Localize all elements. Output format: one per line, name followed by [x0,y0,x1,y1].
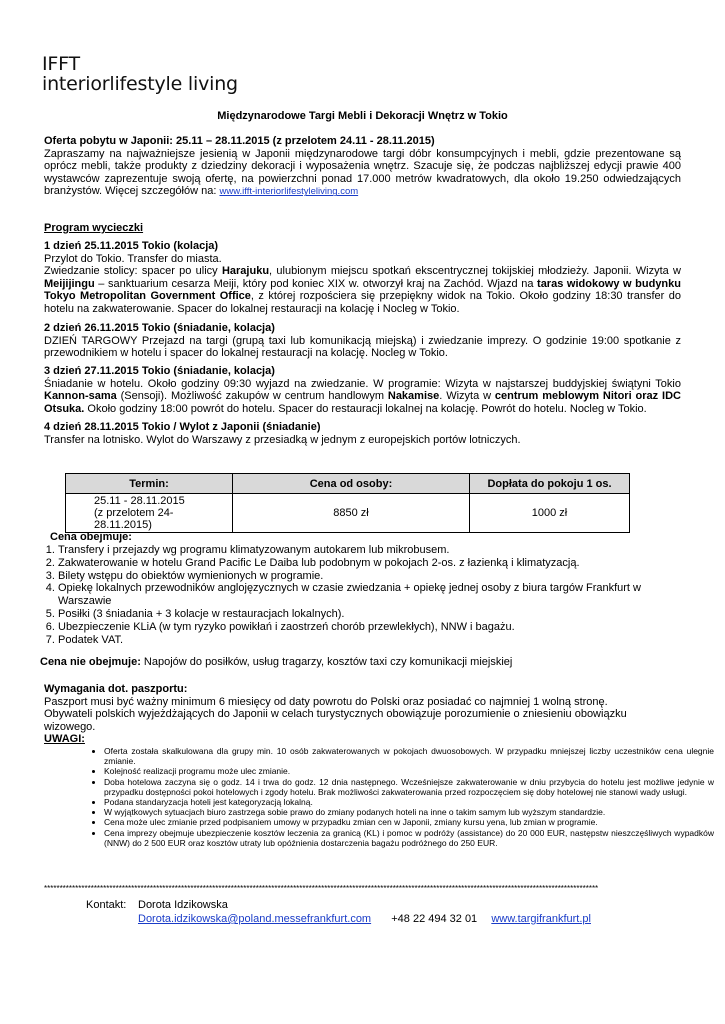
list-item: 1. Transfery i przejazdy wg programu klimatyzowanym autokarem lub mikrobusem. [58,544,698,557]
list-item: 6. Ubezpieczenie KLiA (w tym ryzyko powikłań i zaostrzeń chorób przewlekłych), NNW i bagażu. [58,621,698,634]
offer-heading: Oferta pobytu w Japonii: 25.11 – 28.11.2015 (z przelotem 24.11 - 28.11.2015) [44,135,435,147]
day-2-section [44,322,681,360]
passport-section [44,683,681,733]
price-table [65,473,630,533]
day-1-arrival: Przylot do Tokio. Transfer do miasta. [44,252,222,265]
price-header-term: Termin: [66,474,233,494]
logo-line-2: interiorlifestyle living [42,73,238,95]
list-item: • Cena imprezy obejmuje ubezpieczenie kosztów leczenia za granicą (KL) i pomoc w podróży (assistance) do 20 000 EUR, następstw nieszczęśliwych wypadków (NNW) do 2 500 EUR oraz kosztów utraty lub opóźnienia dostarczenia bagażu podróżnego do 250 EUR. [104,828,714,848]
day-3-heading: 3 dzień 27.11.2015 Tokio (śniadanie, kolacja) [44,365,275,377]
supplement-value-cell: 1000 zł [470,494,630,533]
contact-section [86,898,591,926]
day-1-bold-3: taras widokowy w budynku Tokyo Metropolitan Government Office [44,277,681,303]
includes-list [44,544,698,646]
day-1-section [44,240,681,316]
day-3-text-3: . Wizyta w [439,390,495,403]
day-4-description: Transfer na lotnisko. Wylot do Warszawy z przesiadką w jednym z europejskich portów lotniczych. [44,433,521,446]
list-item: • Cena może ulec zmianie przed podpisaniem umowy w przypadku zmian cen w Japonii, zmiany kursu yena, lub zmian w programie. [104,817,714,827]
price-header-supplement: Dopłata do pokoju 1 os. [470,474,630,494]
excludes-text: Napojów do posiłków, usług tragarzy, kosztów taxi czy komunikacji miejskiej [140,656,513,668]
document-title: Międzynarodowe Targi Mebli i Dekoracji Wnętrz w Tokio [217,110,508,122]
day-3-description [44,378,681,416]
contact-name: Dorota Idzikowska [138,899,228,911]
offer-section [44,135,681,199]
list-item: • Kolejność realizacji programu może ulec zmianie. [104,766,714,776]
list-item: 5. Posiłki (3 śniadania + 3 kolacje w restauracjach lokalnych). [58,608,698,621]
contact-label: Kontakt: [86,899,127,911]
list-item: • W wyjątkowych sytuacjach biuro zastrzega sobie prawo do zmiany podanych hoteli na inne o takim samym lub wyższym standardzie. [104,807,714,817]
passport-validity: Paszport musi być ważny minimum 6 miesięcy od daty powrotu do Polski oraz posiadać co najmniej 1 wolną stronę. [44,695,608,708]
program-heading: Program wycieczki [44,222,144,234]
day-3-text-4: Około godziny 18:00 powrót do hotelu. Spacer do restauracji lokalnej na kolację. Powrót do hotelu. Nocleg w Tokio. [84,402,647,415]
includes-heading: Cena obejmuje: [50,531,132,543]
day-1-text-1: Zwiedzanie stolicy: spacer po ulicy [44,265,222,278]
price-header-price: Cena od osoby: [233,474,470,494]
day-1-bold-2: Meijijingu [44,277,95,290]
day-3-text-1: Śniadanie w hotelu. Około godziny 09:30 wyjazd na zwiedzanie. W programie: Wizyta w najstarszej buddyjskiej świątyni Tokio [44,377,681,390]
list-item: 4. Opiekę lokalnych przewodników anglojęzycznych w czasie zwiedzania + opiekę jednej osoby z biura targów Frankfurt w Warszawie [58,582,698,608]
day-1-text-2: , ulubionym miejscu spotkań ekscentrycznej tokijskiej młodzieży. Japonii. Wizyta w [269,265,681,278]
passport-heading: Wymagania dot. paszportu: [44,683,188,695]
contact-phone: +48 22 494 32 01 [391,913,478,925]
contact-email-link[interactable]: Dorota.idzikowska@poland.messefrankfurt.com [138,913,372,925]
day-1-text-4: , z której rozpościera się przepiękny widok na Tokio. Około godziny 18:30 transfer do hotelu na zakwaterowanie. Spacer do lokalnej restauracji na kolację i Nocleg w Tokio. [44,290,681,315]
day-1-heading: 1 dzień 25.11.2015 Tokio (kolacja) [44,240,219,252]
price-value-cell: 8850 zł [233,494,470,533]
notes-heading: UWAGI: [44,733,85,745]
passport-visa: Obywateli polskich wyjeżdżających do Japonii w celach turystycznych obowiązuje porozumienie o zniesieniu obowiązku wizowego. [44,708,627,733]
day-1-description [44,265,681,315]
list-item: • Doba hotelowa zaczyna się o godz. 14 i trwa do godz. 12 dnia następnego. Wcześniejsze zakwaterowanie w dniu przybycia do hotelu jest możliwe jedynie w przypadku dostępności pokoi hotelowych i zgody hotelu. Brak możliwości zakwaterowania przed rozpoczęciem się doby hotelowej nie stanowi wady usługi. [104,777,714,797]
day-3-section [44,365,681,415]
list-item: 3. Bilety wstępu do obiektów wymienionych w programie. [58,570,698,583]
term-flight-dates: (z przelotem 24-28.11.2015) [94,507,174,531]
day-4-section [44,421,681,446]
day-4-heading: 4 dzień 28.11.2015 Tokio / Wylot z Japonii (śniadanie) [44,421,321,433]
day-1-text-3: – sanktuarium cesarza Meiji, który pod koniec XIX w. otworzył kraj na Zachód. Wjazd na [94,277,538,290]
offer-text [44,148,681,199]
logo-line-1: IFFT [42,53,80,75]
list-item: • Oferta została skalkulowana dla grupy min. 10 osób zakwaterowanych w pokojach dwuosobowych. W przypadku mniejszej liczby uczestników cena ulegnie zmianie. [104,746,714,766]
list-item: 2. Zakwaterowanie w hotelu Grand Pacific Le Daiba lub podobnym w pokojach 2-os. z łazienką i klimatyzacją. [58,557,698,570]
price-table-row [66,494,630,533]
day-2-description: DZIEŃ TARGOWY Przejazd na targi (grupą taxi lub komunikacją miejską) i zwiedzanie imprezy. O godzinie 19:00 spotkanie z przewodnikiem w hotelu i spacer do lokalnej restauracji na kolację. Nocleg w Tokio. [44,334,681,360]
list-item: • Podana standaryzacja hoteli jest kategoryzacją lokalną. [104,797,714,807]
excludes-section [40,656,677,669]
day-3-bold-1: Kannon-sama [44,390,117,403]
day-3-bold-3: centrum meblowym Nitori oraz IDC Otsuka. [44,390,681,415]
price-term-cell [66,494,233,533]
ifft-logo [42,54,238,94]
day-1-bold-1: Harajuku [221,265,270,278]
price-table-header-row [66,474,630,494]
ifft-website-link[interactable]: www.ifft-interiorlifestyleliving.com [219,186,359,198]
notes-list [86,746,714,848]
targi-website-link[interactable]: www.targifrankfurt.pl [491,913,591,925]
day-2-heading: 2 dzień 26.11.2015 Tokio (śniadanie, kolacja) [44,322,275,334]
list-item: 7. Podatek VAT. [58,634,698,647]
separator-line: ********************************************************************************************************************************************************************************** [44,884,599,893]
term-dates: 25.11 - 28.11.2015 [94,495,185,507]
day-3-bold-2: Nakamise [387,390,440,403]
day-3-text-2: (Sensoji). Możliwość zakupów w centrum handlowym [116,390,388,403]
excludes-label: Cena nie obejmuje: [40,656,141,668]
offer-description: Zapraszamy na najważniejsze jesienią w Japonii międzynarodowe targi dóbr konsumpcyjnych i mebli, gdzie prezentowane są oprócz mebli, także produkty z dziedziny dekoracji i wyposażenia wnętrz. Szacuje się, że podczas najbliższej edycji prawie 400 wystawców zaprezentuje swoją ofertę, na powierzchni ponad 17.000 metrów kwadratowych, dla około 19.250 odwiedzających branżystów. Więcej szczegółów na: [44,147,681,198]
